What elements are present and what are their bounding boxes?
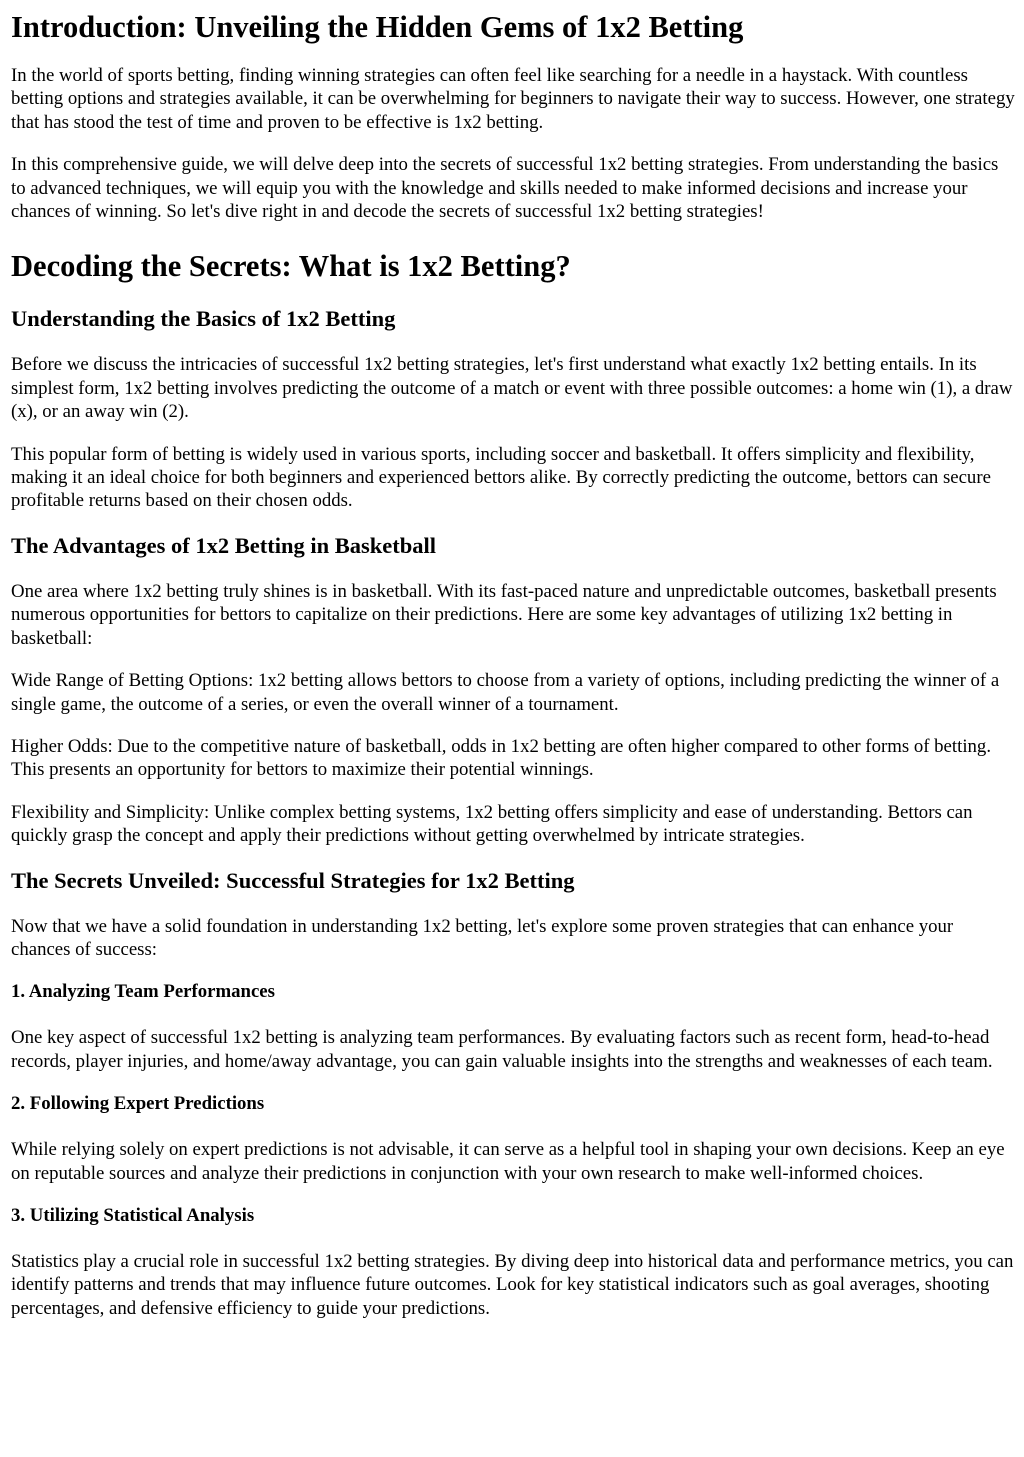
strategies-heading: The Secrets Unveiled: Successful Strategies for 1x2 Betting bbox=[11, 867, 575, 893]
advantages-paragraph-2: Wide Range of Betting Options: 1x2 betting allows bettors to choose from a variety of options, including predicting the winner of a single game, the outcome of a series, or even the overall winner of a tournament. bbox=[11, 670, 1000, 715]
advantages-paragraph-4: Flexibility and Simplicity: Unlike complex betting systems, 1x2 betting offers simplicity and ease of understanding. Bettors can quickly grasp the concept and apply their predictions without getting overwhelmed by intricate strategies. bbox=[11, 801, 973, 847]
strategy-1-heading: 1. Analyzing Team Performances bbox=[11, 981, 275, 1003]
strategies-paragraph-1: Now that we have a solid foundation in understanding 1x2 betting, let's explore some proven strategies that can enhance your chances of success: bbox=[11, 915, 954, 960]
strategy-2-heading: 2. Following Expert Predictions bbox=[11, 1093, 265, 1115]
intro-heading: Introduction: Unveiling the Hidden Gems of 1x2 Betting bbox=[11, 10, 744, 44]
advantages-paragraph-1: One area where 1x2 betting truly shines is in basketball. With its fast-paced nature and unpredictable outcomes, basketball presents numerous opportunities for bettors to capitalize on their predictions. Here are some key advantages of utilizing 1x2 betting in basketball: bbox=[11, 580, 997, 649]
decoding-heading: Decoding the Secrets: What is 1x2 Betting? bbox=[11, 249, 571, 284]
strategy-3-text: Statistics play a crucial role in successful 1x2 betting strategies. By diving deep into historical data and performance metrics, you can identify patterns and trends that may influence future outcomes. Look for key statistical indicators such as goal averages, shooting percentages, and defensive efficiency to guide your predictions. bbox=[11, 1250, 1014, 1319]
advantages-paragraph-3: Higher Odds: Due to the competitive nature of basketball, odds in 1x2 betting are often higher compared to other forms of betting. This presents an opportunity for bettors to maximize their potential winnings. bbox=[11, 735, 992, 781]
basics-paragraph-2: This popular form of betting is widely used in various sports, including soccer and basketball. It offers simplicity and flexibility, making it an ideal choice for both beginners and experienced bettors alike. By correctly predicting the outcome, bettors can secure profitable returns based on their chosen odds. bbox=[11, 443, 991, 512]
basics-heading: Understanding the Basics of 1x2 Betting bbox=[11, 306, 396, 332]
advantages-heading: The Advantages of 1x2 Betting in Basketball bbox=[11, 532, 437, 558]
article bbox=[0, 9, 1024, 1320]
strategy-2-text: While relying solely on expert predictions is not advisable, it can serve as a helpful tool in shaping your own decisions. Keep an eye on reputable sources and analyze their predictions in conjunction with your own research to make well-informed choices. bbox=[11, 1139, 1005, 1184]
strategy-1-text: One key aspect of successful 1x2 betting is analyzing team performances. By evaluating factors such as recent form, head-to-head records, player injuries, and home/away advantage, you can gain valuable insights into the strengths and weaknesses of each team. bbox=[11, 1027, 993, 1072]
intro-paragraph-1: In the world of sports betting, finding winning strategies can often feel like searching for a needle in a haystack. With countless betting options and strategies available, it can be overwhelming for beginners to navigate their way to success. However, one strategy that has stood the test of time and proven to be effective is 1x2 betting. bbox=[11, 65, 1015, 133]
intro-paragraph-2: In this comprehensive guide, we will delve deep into the secrets of successful 1x2 betting strategies. From understanding the basics to advanced techniques, we will equip you with the knowledge and skills needed to make informed decisions and increase your chances of winning. So let's dive right in and decode the secrets of successful 1x2 betting strategies! bbox=[11, 154, 999, 223]
basics-paragraph-1: Before we discuss the intricacies of successful 1x2 betting strategies, let's first understand what exactly 1x2 betting entails. In its simplest form, 1x2 betting involves predicting the outcome of a match or event with three possible outcomes: a home win (1), a draw (x), or an away win (2). bbox=[11, 354, 1013, 423]
strategy-3-heading: 3. Utilizing Statistical Analysis bbox=[11, 1204, 255, 1226]
